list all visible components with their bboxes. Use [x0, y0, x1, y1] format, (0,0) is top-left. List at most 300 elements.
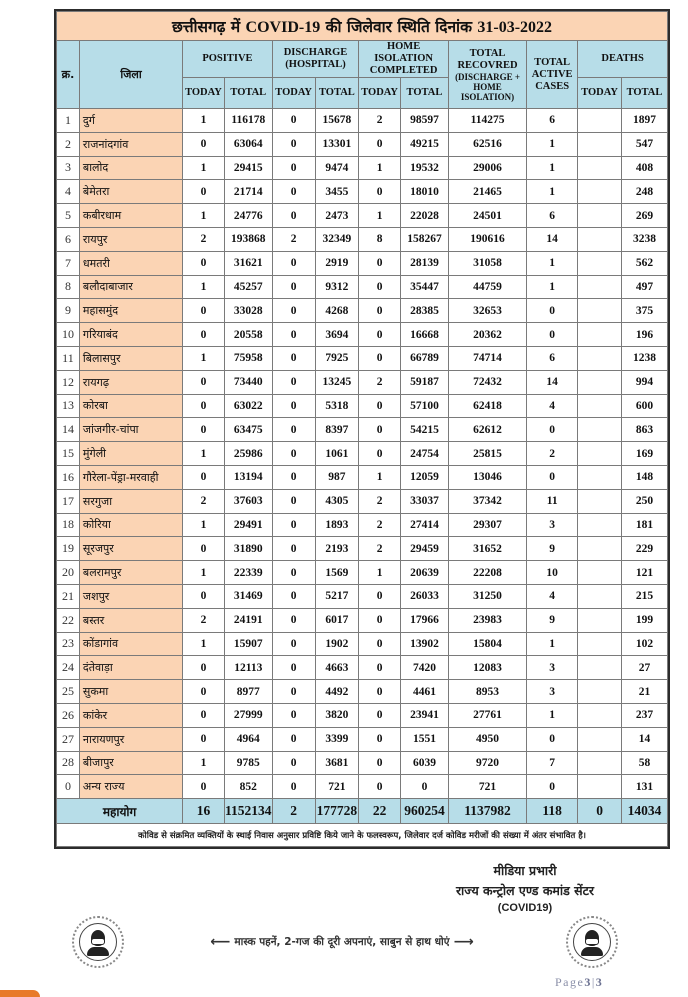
cell-dis-total: 987	[315, 465, 359, 489]
corner-decoration	[0, 990, 40, 997]
cell-dis-total: 3399	[315, 727, 359, 751]
cell-recovered: 190616	[448, 227, 526, 251]
cell-dis-today: 0	[272, 418, 315, 442]
cell-hi-today: 2	[359, 109, 401, 133]
cell-dis-total: 9312	[315, 275, 359, 299]
cell-recovered: 29006	[448, 156, 526, 180]
cell-pos-total: 45257	[224, 275, 272, 299]
cell-sno: 13	[57, 394, 80, 418]
cell-hi-today: 0	[359, 251, 401, 275]
cell-dis-today: 0	[272, 584, 315, 608]
cell-death-total: 600	[621, 394, 667, 418]
title-row	[57, 12, 668, 41]
cell-death-total: 375	[621, 299, 667, 323]
cell-recovered: 4950	[448, 727, 526, 751]
cell-dis-today: 0	[272, 323, 315, 347]
cell-dis-today: 0	[272, 370, 315, 394]
cell-death-total: 250	[621, 489, 667, 513]
cell-sno: 5	[57, 204, 80, 228]
cell-dis-total: 3455	[315, 180, 359, 204]
table-row	[57, 584, 668, 608]
table-row	[57, 632, 668, 656]
total-pos-total: 1152134	[224, 799, 272, 824]
cell-pos-today: 1	[183, 156, 225, 180]
cell-active: 6	[527, 346, 578, 370]
cell-sno: 4	[57, 180, 80, 204]
cell-district: बिलासपुर	[79, 346, 182, 370]
cell-pos-total: 37603	[224, 489, 272, 513]
cell-district: सरगुजा	[79, 489, 182, 513]
cell-dis-total: 1061	[315, 442, 359, 466]
cell-pos-today: 0	[183, 703, 225, 727]
cell-pos-today: 0	[183, 299, 225, 323]
cell-active: 1	[527, 132, 578, 156]
cell-dis-total: 7925	[315, 346, 359, 370]
cell-sno: 23	[57, 632, 80, 656]
cell-district: अन्य राज्य	[79, 775, 182, 799]
cell-sno: 2	[57, 132, 80, 156]
cell-district: कोरबा	[79, 394, 182, 418]
cell-dis-today: 0	[272, 251, 315, 275]
cell-hi-total: 98597	[400, 109, 448, 133]
cell-dis-total: 2919	[315, 251, 359, 275]
cell-pos-today: 2	[183, 227, 225, 251]
cell-district: सूरजपुर	[79, 537, 182, 561]
cell-recovered: 62516	[448, 132, 526, 156]
cell-pos-total: 31890	[224, 537, 272, 561]
cell-death-total: 169	[621, 442, 667, 466]
cell-death-today	[578, 180, 622, 204]
cell-district: गौरेला-पेंड्रा-मरवाही	[79, 465, 182, 489]
cell-death-today	[578, 109, 622, 133]
cell-sno: 9	[57, 299, 80, 323]
cell-dis-today: 0	[272, 180, 315, 204]
total-death-total: 14034	[621, 799, 667, 824]
cell-death-total: 196	[621, 323, 667, 347]
cell-hi-total: 158267	[400, 227, 448, 251]
cell-active: 6	[527, 109, 578, 133]
cell-hi-today: 0	[359, 703, 401, 727]
cell-dis-today: 0	[272, 204, 315, 228]
cell-dis-today: 0	[272, 109, 315, 133]
total-pos-today: 16	[183, 799, 225, 824]
cell-sno: 0	[57, 775, 80, 799]
signature-block	[420, 862, 630, 914]
cell-pos-total: 20558	[224, 323, 272, 347]
cell-pos-today: 0	[183, 180, 225, 204]
cell-death-total: 248	[621, 180, 667, 204]
cell-pos-total: 25986	[224, 442, 272, 466]
cell-pos-today: 0	[183, 370, 225, 394]
signature-line-3: (COVID19)	[497, 902, 553, 914]
cell-death-today	[578, 346, 622, 370]
table-row	[57, 727, 668, 751]
cell-pos-today: 0	[183, 680, 225, 704]
cell-recovered: 21465	[448, 180, 526, 204]
cell-death-total: 547	[621, 132, 667, 156]
cell-hi-total: 6039	[400, 751, 448, 775]
cell-recovered: 8953	[448, 680, 526, 704]
cell-recovered: 22208	[448, 561, 526, 585]
cell-active: 1	[527, 156, 578, 180]
cell-sno: 8	[57, 275, 80, 299]
cell-dis-total: 9474	[315, 156, 359, 180]
cell-hi-total: 18010	[400, 180, 448, 204]
cell-active: 14	[527, 227, 578, 251]
cell-death-total: 215	[621, 584, 667, 608]
cell-sno: 26	[57, 703, 80, 727]
cell-hi-today: 0	[359, 656, 401, 680]
header-home-isolation-today: TODAY	[359, 78, 401, 109]
cell-recovered: 44759	[448, 275, 526, 299]
header-positive-today: TODAY	[183, 78, 225, 109]
cell-district: गरियाबंद	[79, 323, 182, 347]
cell-pos-today: 1	[183, 513, 225, 537]
cell-sno: 15	[57, 442, 80, 466]
cell-dis-total: 5318	[315, 394, 359, 418]
cell-active: 3	[527, 656, 578, 680]
cell-hi-today: 0	[359, 346, 401, 370]
cell-death-today	[578, 227, 622, 251]
cell-active: 6	[527, 204, 578, 228]
cell-death-total: 199	[621, 608, 667, 632]
cell-pos-total: 73440	[224, 370, 272, 394]
cell-active: 9	[527, 537, 578, 561]
cell-sno: 6	[57, 227, 80, 251]
cell-death-today	[578, 132, 622, 156]
table-row	[57, 156, 668, 180]
cell-death-total: 121	[621, 561, 667, 585]
title-prefix: छत्तीसगढ़ में	[171, 18, 246, 36]
cell-hi-total: 24754	[400, 442, 448, 466]
cell-district: बीजापुर	[79, 751, 182, 775]
cell-death-today	[578, 656, 622, 680]
cell-death-total: 994	[621, 370, 667, 394]
cell-dis-total: 4305	[315, 489, 359, 513]
table-row	[57, 442, 668, 466]
cell-district: नारायणपुर	[79, 727, 182, 751]
cell-pos-total: 31621	[224, 251, 272, 275]
cell-pos-total: 4964	[224, 727, 272, 751]
cell-district: दुर्ग	[79, 109, 182, 133]
report-date: 31-03-2022	[477, 19, 553, 36]
cell-recovered: 13046	[448, 465, 526, 489]
cell-pos-today: 0	[183, 775, 225, 799]
cell-death-today	[578, 394, 622, 418]
table-row	[57, 537, 668, 561]
cell-death-today	[578, 323, 622, 347]
total-recovered: 1137982	[448, 799, 526, 824]
cell-recovered: 74714	[448, 346, 526, 370]
cell-pos-today: 0	[183, 323, 225, 347]
cell-district: कांकेर	[79, 703, 182, 727]
cell-death-total: 58	[621, 751, 667, 775]
cell-sno: 3	[57, 156, 80, 180]
header-deaths: DEATHS	[578, 41, 668, 78]
cell-dis-today: 0	[272, 442, 315, 466]
cell-active: 0	[527, 465, 578, 489]
cell-death-total: 237	[621, 703, 667, 727]
cell-dis-today: 0	[272, 394, 315, 418]
cell-hi-today: 0	[359, 299, 401, 323]
header-discharge-today: TODAY	[272, 78, 315, 109]
cell-hi-today: 0	[359, 751, 401, 775]
cell-hi-total: 54215	[400, 418, 448, 442]
masked-man-icon	[566, 916, 618, 968]
table-row	[57, 751, 668, 775]
cell-district: दंतेवाड़ा	[79, 656, 182, 680]
total-label: महायोग	[57, 799, 183, 824]
cell-death-today	[578, 513, 622, 537]
cell-hi-today: 1	[359, 561, 401, 585]
cell-active: 7	[527, 751, 578, 775]
table-row	[57, 513, 668, 537]
page-total: 3	[595, 975, 604, 989]
cell-pos-total: 27999	[224, 703, 272, 727]
cell-pos-today: 0	[183, 132, 225, 156]
cell-hi-today: 0	[359, 775, 401, 799]
cell-pos-today: 1	[183, 442, 225, 466]
cell-dis-total: 2193	[315, 537, 359, 561]
cell-active: 4	[527, 584, 578, 608]
table-row	[57, 608, 668, 632]
cell-dis-today: 0	[272, 656, 315, 680]
cell-district: जशपुर	[79, 584, 182, 608]
table-row	[57, 323, 668, 347]
cell-active: 0	[527, 323, 578, 347]
cell-death-total: 1897	[621, 109, 667, 133]
cell-hi-total: 12059	[400, 465, 448, 489]
cell-hi-today: 0	[359, 584, 401, 608]
cell-death-total: 131	[621, 775, 667, 799]
cell-active: 1	[527, 703, 578, 727]
cell-district: सुकमा	[79, 680, 182, 704]
cell-sno: 18	[57, 513, 80, 537]
cell-death-total: 269	[621, 204, 667, 228]
cell-sno: 25	[57, 680, 80, 704]
table-row	[57, 109, 668, 133]
cell-dis-total: 3681	[315, 751, 359, 775]
cell-sno: 14	[57, 418, 80, 442]
table-row	[57, 489, 668, 513]
header-discharge-total: TOTAL	[315, 78, 359, 109]
cell-hi-total: 0	[400, 775, 448, 799]
cell-dis-total: 13301	[315, 132, 359, 156]
cell-recovered: 32653	[448, 299, 526, 323]
cell-recovered: 62612	[448, 418, 526, 442]
cell-death-today	[578, 727, 622, 751]
cell-dis-today: 0	[272, 537, 315, 561]
cell-death-total: 102	[621, 632, 667, 656]
cell-hi-total: 26033	[400, 584, 448, 608]
total-dis-total: 177728	[315, 799, 359, 824]
cell-recovered: 72432	[448, 370, 526, 394]
table-row	[57, 394, 668, 418]
cell-pos-today: 2	[183, 608, 225, 632]
cell-death-total: 863	[621, 418, 667, 442]
cell-sno: 28	[57, 751, 80, 775]
cell-recovered: 721	[448, 775, 526, 799]
cell-sno: 19	[57, 537, 80, 561]
cell-active: 11	[527, 489, 578, 513]
cell-pos-today: 1	[183, 632, 225, 656]
cell-hi-total: 7420	[400, 656, 448, 680]
header-total-recovered-sub: (DISCHARGE + HOME ISOLATION)	[455, 71, 520, 102]
cell-recovered: 37342	[448, 489, 526, 513]
cell-pos-total: 852	[224, 775, 272, 799]
cell-death-today	[578, 561, 622, 585]
cell-pos-total: 75958	[224, 346, 272, 370]
cell-pos-total: 63022	[224, 394, 272, 418]
cell-death-total: 3238	[621, 227, 667, 251]
arrow-right-icon: ⟶	[453, 934, 474, 950]
cell-hi-total: 4461	[400, 680, 448, 704]
cell-pos-today: 0	[183, 251, 225, 275]
cell-hi-today: 2	[359, 489, 401, 513]
cell-pos-total: 63064	[224, 132, 272, 156]
cell-hi-today: 0	[359, 418, 401, 442]
cell-pos-total: 116178	[224, 109, 272, 133]
cell-death-today	[578, 370, 622, 394]
safety-slogan	[142, 932, 542, 952]
cell-active: 9	[527, 608, 578, 632]
cell-dis-today: 0	[272, 561, 315, 585]
arrow-left-icon: ⟵	[210, 934, 231, 950]
cell-death-today	[578, 537, 622, 561]
cell-active: 0	[527, 299, 578, 323]
cell-dis-today: 0	[272, 703, 315, 727]
cell-death-total: 1238	[621, 346, 667, 370]
header-deaths-total: TOTAL	[621, 78, 667, 109]
cell-pos-total: 33028	[224, 299, 272, 323]
cell-death-today	[578, 751, 622, 775]
cell-hi-today: 0	[359, 394, 401, 418]
header-sno: क्र.	[57, 41, 80, 109]
cell-hi-total: 13902	[400, 632, 448, 656]
cell-death-today	[578, 442, 622, 466]
cell-active: 3	[527, 680, 578, 704]
cell-active: 10	[527, 561, 578, 585]
cell-pos-today: 1	[183, 346, 225, 370]
cell-recovered: 25815	[448, 442, 526, 466]
cell-death-today	[578, 156, 622, 180]
cell-hi-total: 20639	[400, 561, 448, 585]
footnote: कोविड से संक्रमित व्यक्तियों के स्थाई निवास अनुसार प्रविष्टि किये जाने के फलस्वरूप, जिलेवार दर्ज कोविड मरीजों की संख्या में अंतर संभावित है।	[57, 824, 668, 847]
cell-sno: 24	[57, 656, 80, 680]
cell-pos-total: 29491	[224, 513, 272, 537]
cell-death-today	[578, 465, 622, 489]
table-row	[57, 656, 668, 680]
cell-district: कोरिया	[79, 513, 182, 537]
cell-recovered: 12083	[448, 656, 526, 680]
cell-dis-today: 0	[272, 275, 315, 299]
cell-death-total: 181	[621, 513, 667, 537]
signature-line-1: मीडिया प्रभारी	[493, 863, 557, 878]
cell-hi-today: 0	[359, 727, 401, 751]
cell-district: मुंगेली	[79, 442, 182, 466]
cell-dis-today: 0	[272, 513, 315, 537]
cell-dis-total: 32349	[315, 227, 359, 251]
cell-district: रायगढ़	[79, 370, 182, 394]
cell-recovered: 27761	[448, 703, 526, 727]
cell-pos-today: 0	[183, 418, 225, 442]
cell-recovered: 23983	[448, 608, 526, 632]
cell-active: 14	[527, 370, 578, 394]
note-row	[57, 824, 668, 847]
cell-district: जांजगीर-चांपा	[79, 418, 182, 442]
district-status-table	[56, 11, 668, 847]
cell-sno: 17	[57, 489, 80, 513]
cell-active: 2	[527, 442, 578, 466]
cell-recovered: 31652	[448, 537, 526, 561]
cell-death-today	[578, 632, 622, 656]
cell-district: कबीरधाम	[79, 204, 182, 228]
cell-hi-total: 17966	[400, 608, 448, 632]
header-discharge: DISCHARGE (HOSPITAL)	[272, 41, 359, 78]
cell-dis-total: 15678	[315, 109, 359, 133]
cell-hi-today: 0	[359, 180, 401, 204]
cell-dis-today: 0	[272, 727, 315, 751]
cell-hi-today: 0	[359, 608, 401, 632]
cell-hi-today: 1	[359, 156, 401, 180]
cell-hi-total: 1551	[400, 727, 448, 751]
cell-hi-total: 28139	[400, 251, 448, 275]
table-row	[57, 418, 668, 442]
cell-hi-total: 28385	[400, 299, 448, 323]
cell-death-today	[578, 703, 622, 727]
cell-hi-today: 0	[359, 132, 401, 156]
cell-death-today	[578, 251, 622, 275]
cell-recovered: 31058	[448, 251, 526, 275]
cell-hi-total: 35447	[400, 275, 448, 299]
cell-dis-today: 0	[272, 299, 315, 323]
cell-dis-today: 0	[272, 751, 315, 775]
cell-dis-today: 0	[272, 465, 315, 489]
header-total-recovered	[448, 41, 526, 109]
cell-death-today	[578, 584, 622, 608]
cell-district: राजनांदगांव	[79, 132, 182, 156]
cell-recovered: 24501	[448, 204, 526, 228]
header-deaths-today: TODAY	[578, 78, 622, 109]
cell-death-today	[578, 275, 622, 299]
cell-hi-total: 23941	[400, 703, 448, 727]
cell-hi-today: 8	[359, 227, 401, 251]
cell-sno: 22	[57, 608, 80, 632]
cell-pos-today: 0	[183, 656, 225, 680]
grand-total-row	[57, 799, 668, 824]
cell-sno: 7	[57, 251, 80, 275]
cell-recovered: 31250	[448, 584, 526, 608]
cell-death-total: 497	[621, 275, 667, 299]
cell-pos-total: 29415	[224, 156, 272, 180]
cell-dis-today: 0	[272, 156, 315, 180]
cell-district: बालोद	[79, 156, 182, 180]
page-number: Page3|3	[555, 975, 604, 989]
table-row	[57, 275, 668, 299]
cell-pos-total: 193868	[224, 227, 272, 251]
header-positive: POSITIVE	[183, 41, 273, 78]
total-hi-today: 22	[359, 799, 401, 824]
cell-pos-total: 15907	[224, 632, 272, 656]
cell-active: 1	[527, 180, 578, 204]
cell-district: रायपुर	[79, 227, 182, 251]
cell-hi-total: 27414	[400, 513, 448, 537]
cell-district: कोंडागांव	[79, 632, 182, 656]
cell-hi-total: 59187	[400, 370, 448, 394]
table-row	[57, 680, 668, 704]
cell-death-total: 21	[621, 680, 667, 704]
table-row	[57, 227, 668, 251]
